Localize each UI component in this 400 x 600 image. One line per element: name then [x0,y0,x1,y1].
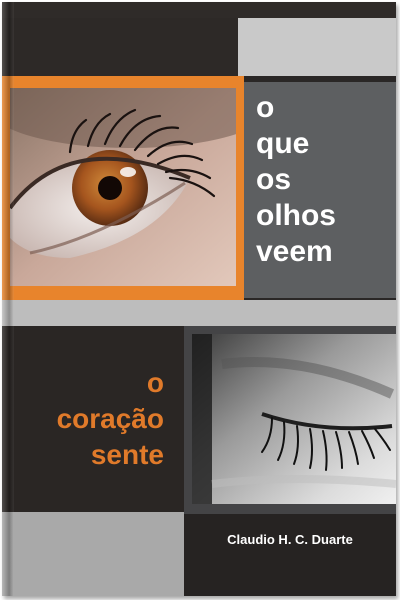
grey-lower-block [2,512,184,596]
subtitle-line-1: o [146,367,164,398]
author-bar [184,514,396,596]
open-eye-illustration [10,88,236,286]
dark-top-block [2,18,238,76]
book-spine-shading [2,2,14,596]
title-panel [244,82,396,298]
dark-bottom-block [2,326,184,512]
closed-eye-illustration [192,334,396,504]
book-cover [2,2,396,596]
title-line-5: veem [256,235,333,268]
closed-eye-photo [192,334,396,504]
subtitle-line-2: coração [56,403,164,434]
title-line-3: os [256,163,292,196]
grey-middle-band [2,300,396,326]
author-name: Claudio H. C. Duarte [227,532,353,547]
top-band [2,2,396,18]
open-eye-photo [10,88,236,286]
subtitle-line-3: sente [90,439,164,470]
grey-top-block [238,18,396,76]
title-line-2: que [256,127,310,160]
title-line-4: olhos [256,199,336,232]
title-line-1: o [256,91,275,124]
